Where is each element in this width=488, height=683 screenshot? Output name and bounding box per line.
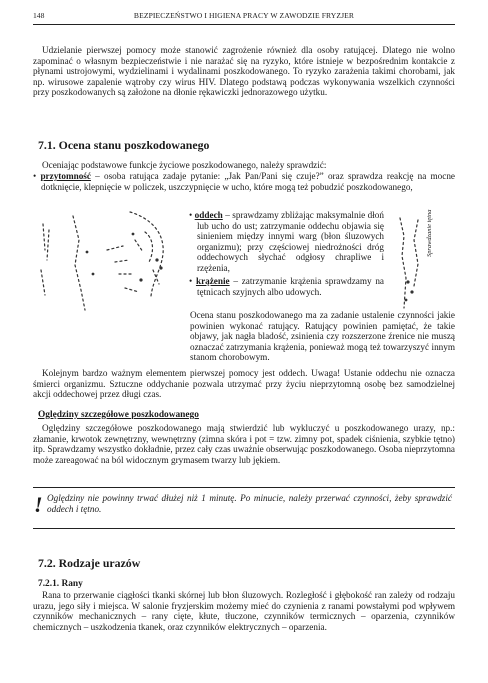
paragraph-breathing: Kolejnym bardzo ważnym elementem pierwszej pomocy jest oddech. Uwaga! Ustanie oddechu nie oznacza śmierci organizmu. Sztuczne oddychanie pozwala utrzymać przy życiu nieprzytomną osobę bez samodzielnej akcji oddechowej przez długi czas. <box>33 368 455 399</box>
paragraph-assessment-purpose: Ocena stanu poszkodowanego ma za zadanie ustalenie czynności jakie powinien wykonać ratujący. Ratujący powinien pamiętać, że takie objawy, jak nagła bladość, zsinienia czy rozszerzone źrenice nie muszą oznaczać zatrzymania krążenia, ponieważ mogą też towarzyszyć innym stanom chorobowym. <box>190 310 455 362</box>
figure-caption: Sprawdzanie tętna <box>426 209 433 257</box>
section-title-7-1: 7.1. Ocena stanu poszkodowanego <box>38 138 210 152</box>
term-breathing: oddech <box>194 210 223 220</box>
subsection-title-7-2-1: 7.2.1. Rany <box>38 579 83 589</box>
assessment-lead: Oceniając podstawowe funkcje życiowe poszkodowanego, należy sprawdzić: <box>42 160 327 170</box>
text-consciousness: – osoba ratująca zadaje pytanie: „Jak Pan/Pani się czuje?” oraz sprawdza reakcję na mocne dotknięcie, klepnięcie w policzek, uszczypnięcie w ucho, które mogą też pobudzić poszkodowanego, <box>41 171 455 192</box>
section-title-7-2: 7.2. Rodzaje urazów <box>38 556 141 570</box>
running-header <box>33 10 455 25</box>
text-breathing: – sprawdzamy zbliżając maksymalnie dłoń lub ucho do ust; zatrzymanie oddechu objawia się sinieniem między innymi warg (błon śluzowych organizmu); przy częściowej niedrożności dróg oddechowych słychać odgłosy chrapliwe i rzężenia, <box>197 210 384 273</box>
pulse-check-illustration <box>35 210 185 315</box>
term-circulation: krążenie <box>195 276 230 286</box>
neck-pulse-illustration <box>394 216 424 316</box>
bullet-consciousness: • przytomność – osoba ratująca zadaje pytanie: „Jak Pan/Pani się czuje?” oraz sprawdza reakcję na mocne dotknięcie, klepnięcie w policzek, uszczypnięcie w ucho, które mogą też pobudzić poszkodowanego, <box>33 171 455 192</box>
warning-note <box>33 487 455 529</box>
bullet-breathing: • oddech – sprawdzamy zbliżając maksymalnie dłoń lub ucho do ust; zatrzymanie oddechu objawia się sinieniem między innymi warg (błon śluzowych organizmu); przy częściowej niedrożności dróg oddechowych słychać odgłosy chrapliwe i rzężenia, <box>189 210 384 273</box>
subsection-detailed-exam: Oględziny szczegółowe poszkodowanego <box>38 410 199 420</box>
term-consciousness: przytomność <box>40 171 91 181</box>
warning-note-text: Oględziny nie powinny trwać dłużej niż 1 minutę. Po minucie, należy przerwać czynności, żeby sprawdzić oddech i tętno. <box>47 493 452 514</box>
warning-mark: ! <box>34 492 43 517</box>
bullet-circulation: • krążenie – zatrzymanie krążenia sprawdzamy na tętnicach szyjnych albo udowych. <box>189 276 384 297</box>
paragraph-detailed-exam: Oględziny szczegółowe poszkodowanego mają stwierdzić lub wykluczyć u poszkodowanego urazy, np.: złamanie, krwotok zewnętrzny, wewnętrzny (zimna skóra i pot = tzw. zimny pot, spadek ciśnienia, szybkie tętno) itp. Sprawdzamy wszystko dokładnie, przez cały czas uważnie obserwując poszkodowanego. Osoba nieprzytomna może zareagować na ból widocznym grymasem twarzy lub jękiem. <box>33 423 455 465</box>
page-number: 148 <box>33 11 45 20</box>
text-circulation: – zatrzymanie krążenia sprawdzamy na tętnicach szyjnych albo udowych. <box>197 276 384 297</box>
paragraph-wounds: Rana to przerwanie ciągłości tkanki skórnej lub błon śluzowych. Rozległość i głębokość ran zależy od rodzaju urazu, jego siły i miejsca. W salonie fryzjerskim możemy mieć do czynienia z ranami powstałymi pod wpływem czynników mechanicznych – rany cięte, kłute, tłuczone, czynników termicznych – oparzenia, czynników chemicznych – uszkodzenia tkanek, oraz czynników elektrycznych – oparzenia. <box>33 590 455 632</box>
intro-paragraph: Udzielanie pierwszej pomocy może stanowić zagrożenie również dla osoby ratującej. Dlatego nie wolno zapominać o własnym bezpieczeństwie i nie narażać się na ryzyko, które istnieje w bezpośrednim kontakcie z płynami ustrojowymi, wydzielinami i wydalinami poszkodowanego. To ryzyko zarażenia takimi chorobami, jak np. wirusowe zapalenie wątroby czy wirus HIV. Dlatego podstawą podczas wykonywania wszelkich czynności przy poszkodowanych są założone na dłonie rękawiczki jednorazowego użytku. <box>33 45 455 97</box>
running-title: BEZPIECZEŃSTWO I HIGIENA PRACY W ZAWODZIE FRYZJER <box>133 11 355 20</box>
